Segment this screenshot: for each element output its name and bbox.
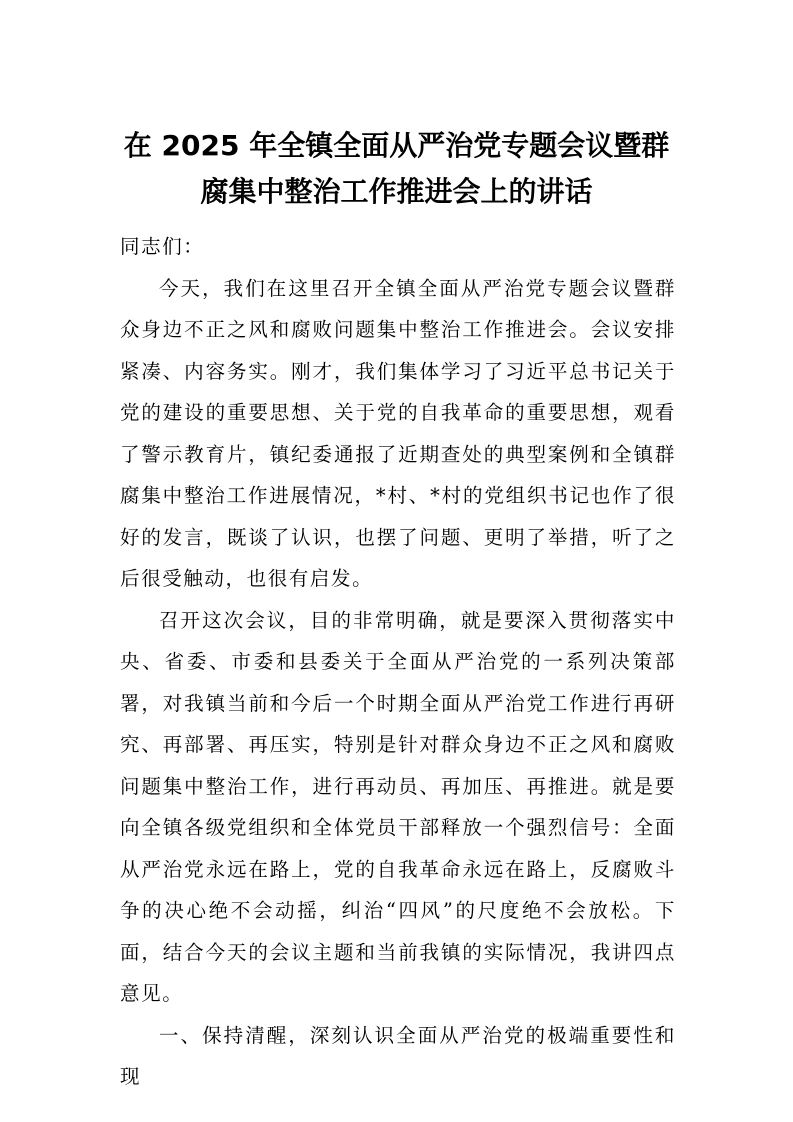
document-title-line-2: 腐集中整治工作推进会上的讲话 — [200, 175, 593, 208]
document-body — [120, 226, 676, 1098]
document-title-line-1: 在 2025 年全镇全面从严治党专题会议暨群 — [123, 129, 670, 162]
paragraph-purpose: 召开这次会议，目的非常明确，就是要深入贯彻落实中央、省委、市委和县委关于全面从严治党的一系列决策部署，对我镇当前和今后一个时期全面从严治党工作进行再研究、再部署、再压实，特别是针对群众身边不正之风和腐败问题集中整治工作，进行再动员、再加压、再推进。就是要向全镇各级党组织和全体党员干部释放一个强烈信号：全面从严治党永远在路上，党的自我革命永远在路上，反腐败斗争的决心绝不会动摇，纠治“四风”的尺度绝不会放松。下面，结合今天的会议主题和当前我镇的实际情况，我讲四点意见。 — [120, 608, 676, 1005]
paragraph-opening: 今天，我们在这里召开全镇全面从严治党专题会议暨群众身边不正之风和腐败问题集中整治工作推进会。会议安排紧凑、内容务实。刚才，我们集体学习了习近平总书记关于党的建设的重要思想、关于党的自我革命的重要思想，观看了警示教育片，镇纪委通报了近期查处的典型案例和全镇群腐集中整治工作进展情况，*村、*村的党组织书记也作了很好的发言，既谈了认识，也摆了问题、更明了举措，听了之后很受触动，也很有启发。 — [120, 276, 676, 590]
salutation: 同志们： — [120, 235, 205, 258]
section-heading-one: 一、保持清醒，深刻认识全面从严治党的极端重要性和现 — [120, 1023, 676, 1088]
